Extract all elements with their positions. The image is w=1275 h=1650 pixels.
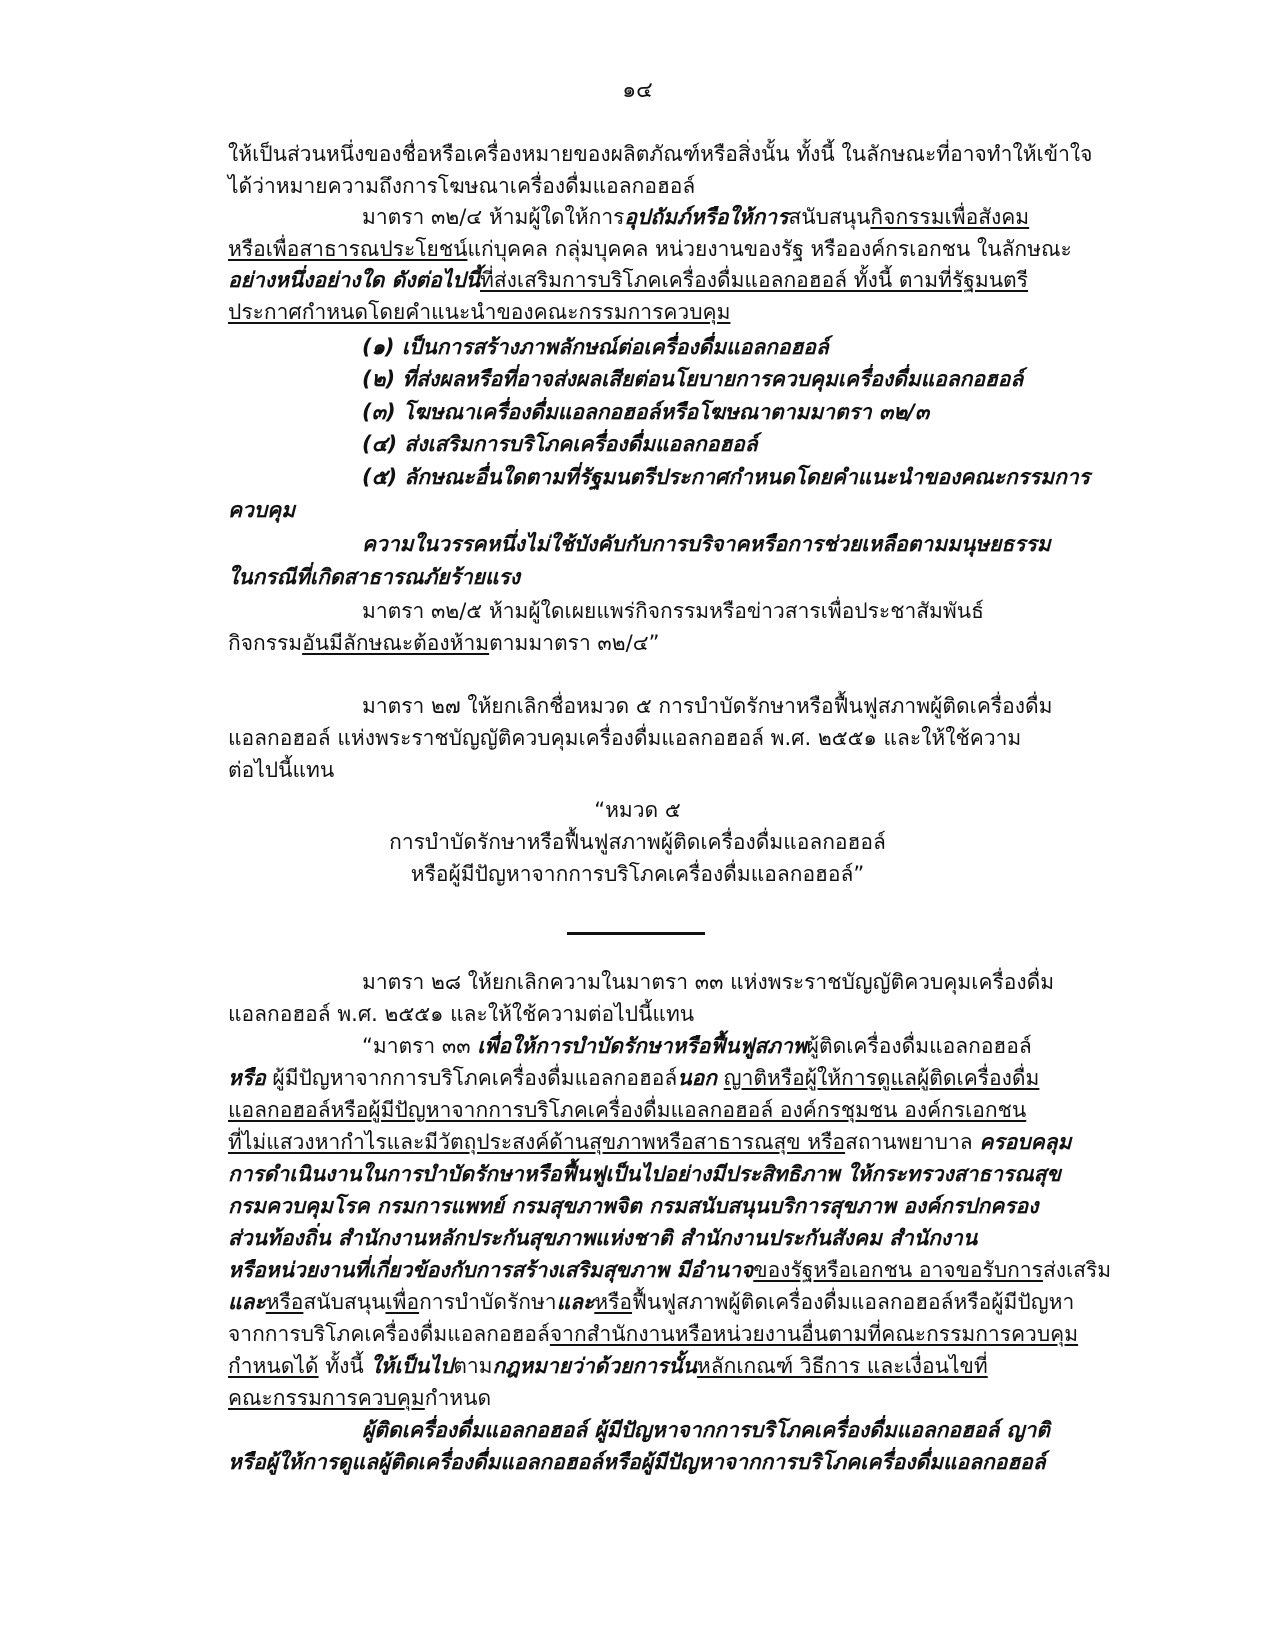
text-line: ให้เป็นส่วนหนึ่งของชื่อหรือเครื่องหมายของผลิตภัณฑ์หรือสิ่งนั้น ทั้งนี้ ในลักษณะที่อาจทำให้เข้าใจ xyxy=(228,142,1093,166)
text-line: กิจกรรมอันมีลักษณะต้องห้ามตามมาตรา ๓๒/๔” xyxy=(228,631,660,655)
page-number: ๑๔ xyxy=(622,78,653,103)
text-line: หรือเพื่อสาธารณประโยชน์แก่บุคคล กลุ่มบุคคล หน่วยงานของรัฐ หรือองค์กรเอกชน ในลักษณะ xyxy=(228,237,1072,261)
text-line: ต่อไปนี้แทน xyxy=(228,758,335,782)
text-line: แอลกอฮอล์ แห่งพระราชบัญญัติควบคุมเครื่องดื่มแอลกอฮอล์ พ.ศ. ๒๕๕๑ และให้ใช้ความ xyxy=(228,726,1022,750)
text-line: หรือผู้ให้การดูแลผู้ติดเครื่องดื่มแอลกอฮอล์หรือผู้มีปัญหาจากการบริโภคเครื่องดื่มแอลกอฮอล์ xyxy=(228,1450,1046,1474)
text-line: ที่ไม่แสวงหากำไรและมีวัตถุประสงค์ด้านสุขภาพหรือสาธารณสุข หรือสถานพยาบาล ครอบคลุม xyxy=(228,1130,1072,1154)
divider xyxy=(567,932,705,935)
text-line: กรมควบคุมโรค กรมการแพทย์ กรมสุขภาพจิต กรมสนับสนุนบริการสุขภาพ องค์กรปกครอง xyxy=(228,1194,1039,1218)
list-item: (๕) ลักษณะอื่นใดตามที่รัฐมนตรีประกาศกำหนดโดยคำแนะนำของคณะกรรมการ xyxy=(362,465,1090,489)
text-line: แอลกอฮอล์ พ.ศ. ๒๕๕๑ และให้ใช้ความต่อไปนี้แทน xyxy=(228,1002,695,1026)
text-line: “มาตรา ๓๓ เพื่อให้การบำบัดรักษาหรือฟื้นฟูสภาพผู้ติดเครื่องดื่มแอลกอฮอล์ xyxy=(362,1034,1032,1058)
text-line: กำหนดได้ ทั้งนี้ ให้เป็นไปตามกฎหมายว่าด้วยการนั้นหลักเกณฑ์ วิธีการ และเงื่อนไขที่ xyxy=(228,1354,988,1378)
text-line: หรือหน่วยงานที่เกี่ยวข้องกับการสร้างเสริมสุขภาพ มีอำนาจของรัฐหรือเอกชน อาจขอรับการส่งเสริม xyxy=(228,1258,1112,1282)
text-line: อย่างหนึ่งอย่างใด ดังต่อไปนี้ที่ส่งเสริมการบริโภคเครื่องดื่มแอลกอฮอล์ ทั้งนี้ ตามที่รัฐมนตรี xyxy=(228,268,1028,292)
text-line: ผู้ติดเครื่องดื่มแอลกอฮอล์ ผู้มีปัญหาจากการบริโภคเครื่องดื่มแอลกอฮอล์ ญาติ xyxy=(362,1418,1050,1442)
text-line: จากการบริโภคเครื่องดื่มแอลกอฮอล์จากสำนักงานหรือหน่วยงานอื่นตามที่คณะกรรมการควบคุม xyxy=(228,1322,1079,1346)
text-line: มาตรา ๒๘ ให้ยกเลิกความในมาตรา ๓๓ แห่งพระราชบัญญัติควบคุมเครื่องดื่ม xyxy=(362,970,1055,994)
text-line: คณะกรรมการควบคุมกำหนด xyxy=(228,1386,492,1410)
text-line: ความในวรรคหนึ่งไม่ใช้บังคับกับการบริจาคหรือการช่วยเหลือตามมนุษยธรรม xyxy=(362,532,1051,556)
text-line: ส่วนท้องถิ่น สำนักงานหลักประกันสุขภาพแห่งชาติ สำนักงานประกันสังคม สำนักงาน xyxy=(228,1226,978,1250)
text-line: ในกรณีที่เกิดสาธารณภัยร้ายแรง xyxy=(228,565,521,589)
list-item: (๑) เป็นการสร้างภาพลักษณ์ต่อเครื่องดื่มแอลกอฮอล์ xyxy=(362,335,829,359)
text-line: และหรือสนับสนุนเพื่อการบำบัดรักษาและหรือฟื้นฟูสภาพผู้ติดเครื่องดื่มแอลกอฮอล์หรือผู้มีปัญหา xyxy=(228,1290,1075,1314)
text-line: มาตรา ๒๗ ให้ยกเลิกชื่อหมวด ๕ การบำบัดรักษาหรือฟื้นฟูสภาพผู้ติดเครื่องดื่ม xyxy=(362,694,1053,718)
text-line: ประกาศกำหนดโดยคำแนะนำของคณะกรรมการควบคุม xyxy=(228,300,731,324)
list-item: (๓) โฆษณาเครื่องดื่มแอลกอฮอล์หรือโฆษณาตามมาตรา ๓๒/๓ xyxy=(362,400,930,424)
list-item: (๒) ที่ส่งผลหรือที่อาจส่งผลเสียต่อนโยบายการควบคุมเครื่องดื่มแอลกอฮอล์ xyxy=(362,367,1024,391)
chapter-title: หรือผู้มีปัญหาจากการบริโภคเครื่องดื่มแอลกอฮอล์” xyxy=(410,862,865,886)
text-line: ควบคุม xyxy=(228,498,296,522)
chapter-title: การบำบัดรักษาหรือฟื้นฟูสภาพผู้ติดเครื่องดื่มแอลกอฮอล์ xyxy=(389,830,886,854)
list-item: (๔) ส่งเสริมการบริโภคเครื่องดื่มแอลกอฮอล์ xyxy=(362,432,758,456)
text-line: หรือ ผู้มีปัญหาจากการบริโภคเครื่องดื่มแอลกอฮอล์นอก ญาติหรือผู้ให้การดูแลผู้ติดเครื่องดื่ม xyxy=(228,1066,1040,1090)
text-line: การดำเนินงานในการบำบัดรักษาหรือฟื้นฟูเป็นไปอย่างมีประสิทธิภาพ ให้กระทรวงสาธารณสุข xyxy=(228,1162,1061,1186)
text-line: ได้ว่าหมายความถึงการโฆษณาเครื่องดื่มแอลกอฮอล์ xyxy=(228,174,696,198)
text-line: มาตรา ๓๒/๔ ห้ามผู้ใดให้การอุปถัมภ์หรือให้การสนับสนุนกิจกรรมเพื่อสังคม xyxy=(362,205,1030,229)
text-line: แอลกอฮอล์หรือผู้มีปัญหาจากการบริโภคเครื่องดื่มแอลกอฮอล์ องค์กรชุมชน องค์กรเอกชน xyxy=(228,1098,1027,1122)
text-line: มาตรา ๓๒/๕ ห้ามผู้ใดเผยแพร่กิจกรรมหรือข่าวสารเพื่อประชาสัมพันธ์ xyxy=(362,599,984,623)
chapter-heading: “หมวด ๕ xyxy=(594,798,681,822)
